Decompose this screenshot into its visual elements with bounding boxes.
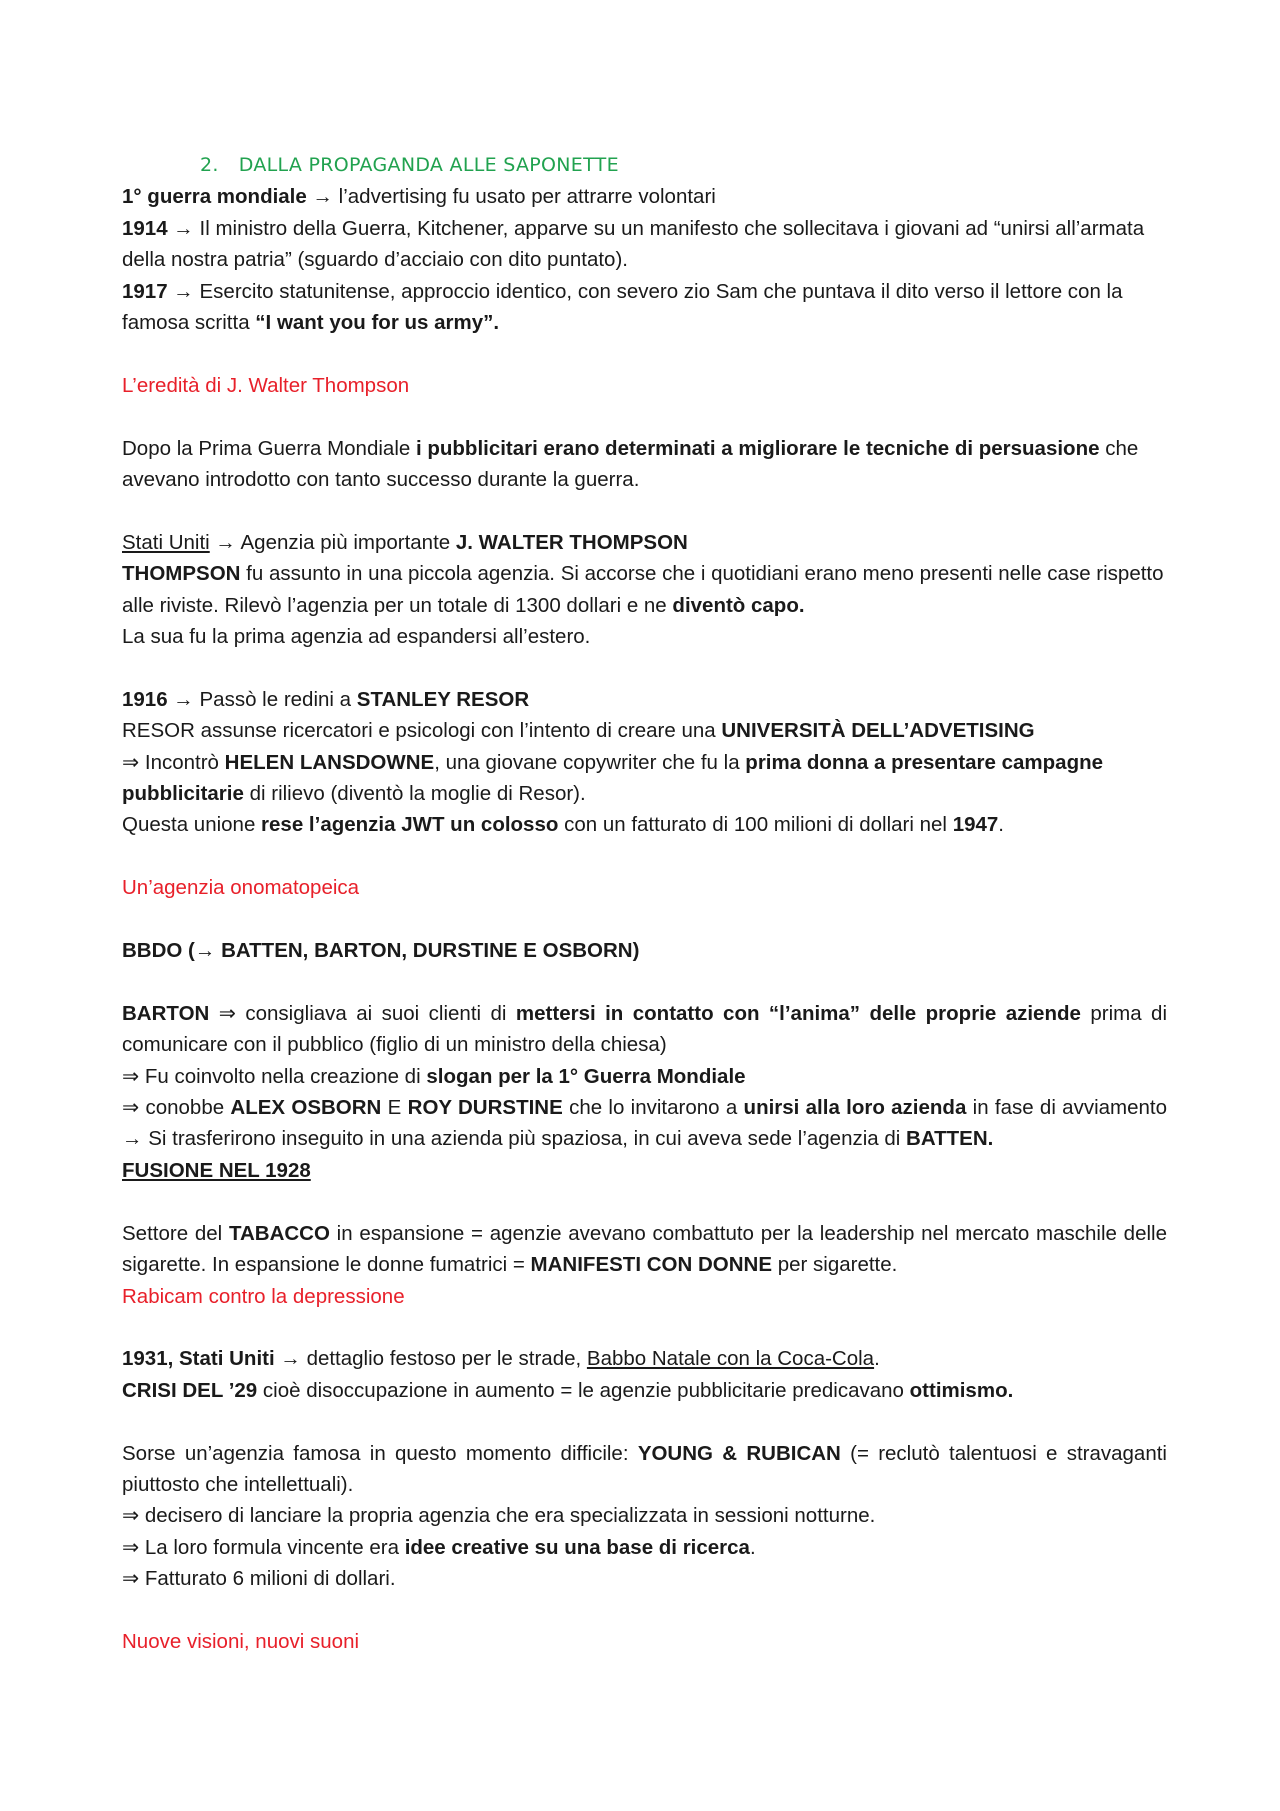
paragraph-resor: RESOR assunse ricercatori e psicologi con l’intento di creare una UNIVERSITÀ DELL’ADVETISING bbox=[122, 719, 1035, 743]
paragraph-tobacco: Settore del TABACCO in espansione = agenzie avevano combattuto per la leadership nel mercato maschile delle sigarette. In espansione le donne fumatrici = MANIFESTI CON DONNE per sigarette. bbox=[122, 1221, 1167, 1277]
paragraph-1917: 1917 → Esercito statunitense, approccio identico, con severo zio Sam che puntava il dito verso il lettore con la famosa scritta “I want you for us army”. bbox=[122, 279, 1123, 335]
paragraph-1916: 1916 → Passò le redini a STANLEY RESOR bbox=[122, 687, 530, 711]
paragraph-revenue: ⇒ Fatturato 6 milioni di dollari. bbox=[122, 1567, 396, 1591]
paragraph-lansdowne: ⇒ Incontrò HELEN LANSDOWNE, una giovane copywriter che fu la prima donna a presentare campagne pubblicitarie di rilievo (diventò la moglie di Resor). bbox=[122, 750, 1104, 806]
document-page bbox=[122, 150, 1167, 1657]
section-heading: 2. DALLA PROPAGANDA ALLE SAPONETTE bbox=[200, 154, 619, 176]
paragraph-bbdo: BBDO (→ BATTEN, BARTON, DURSTINE E OSBORN) bbox=[122, 939, 640, 963]
paragraph-jwt: Questa unione rese l’agenzia JWT un colosso con un fatturato di 100 milioni di dollari nel 1947. bbox=[122, 813, 1004, 837]
paragraph-osborn: ⇒ conobbe ALEX OSBORN E ROY DURSTINE che lo invitarono a unirsi alla loro azienda in fase di avviamento → Si trasferirono inseguito in una azienda più spaziosa, in cui aveva sede l’agenzia di BATTEN. bbox=[122, 1096, 1167, 1151]
paragraph-1914: 1914 → Il ministro della Guerra, Kitchener, apparve su un manifesto che sollecitava i giovani ad “unirsi all’armata della nostra patria” (sguardo d’acciaio con dito puntato). bbox=[122, 216, 1145, 272]
paragraph-crisis: CRISI DEL ’29 cioè disoccupazione in aumento = le agenzie pubblicitarie predicavano ottimismo. bbox=[122, 1378, 1014, 1402]
subheading-thompson: L’eredità di J. Walter Thompson bbox=[122, 373, 410, 397]
paragraph-post-war: Dopo la Prima Guerra Mondiale i pubblicitari erano determinati a migliorare le tecniche di persuasione che avevano introdotto con tanto successo durante la guerra. bbox=[122, 436, 1139, 492]
paragraph-night-sessions: ⇒ decisero di lanciare la propria agenzia che era specializzata in sessioni notturne. bbox=[122, 1504, 876, 1528]
paragraph-1931: 1931, Stati Uniti → dettaglio festoso per le strade, Babbo Natale con la Coca-Cola. bbox=[122, 1347, 880, 1371]
subheading-rubicam: Rabicam contro la depressione bbox=[122, 1284, 405, 1308]
paragraph-formula: ⇒ La loro formula vincente era idee creative su una base di ricerca. bbox=[122, 1535, 756, 1559]
subheading-new-visions: Nuove visioni, nuovi suoni bbox=[122, 1629, 360, 1653]
paragraph-ww1: 1° guerra mondiale → l’advertising fu usato per attrarre volontari bbox=[122, 185, 716, 209]
subheading-bbdo: Un’agenzia onomatopeica bbox=[122, 876, 360, 900]
paragraph-barton: BARTON ⇒ consigliava ai suoi clienti di mettersi in contatto con “l’anima” delle proprie aziende prima di comunicare con il pubblico (figlio di un ministro della chiesa) bbox=[122, 1001, 1167, 1057]
paragraph-fusion: FUSIONE NEL 1928 bbox=[122, 1158, 311, 1182]
paragraph-thompson: THOMPSON fu assunto in una piccola agenzia. Si accorse che i quotidiani erano meno presenti nelle case rispetto alle riviste. Rilevò l’agenzia per un totale di 1300 dollari e ne diventò capo. bbox=[122, 562, 1164, 617]
paragraph-slogan: ⇒ Fu coinvolto nella creazione di slogan per la 1° Guerra Mondiale bbox=[122, 1064, 746, 1088]
paragraph-usa-agency: Stati Uniti → Agenzia più importante J. WALTER THOMPSON bbox=[122, 530, 688, 554]
paragraph-young-rubican: Sorse un’agenzia famosa in questo momento difficile: YOUNG & RUBICAN (= reclutò talentuosi e stravaganti piuttosto che intellettuali). bbox=[122, 1441, 1167, 1496]
paragraph-expansion: La sua fu la prima agenzia ad espandersi all’estero. bbox=[122, 625, 591, 649]
